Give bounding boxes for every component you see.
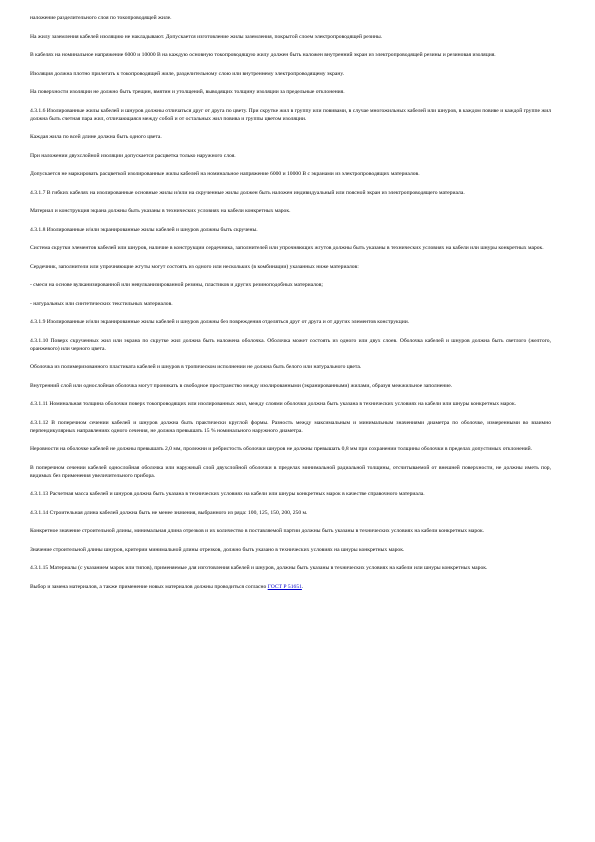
paragraph: Система скрутки элементов кабелей или шнуров, наличие в конструкции сердечника, заполнителей или упрочняющих жгутов должны быть указаны в технических условиях на кабели или шнуры конкретных марок. — [30, 245, 544, 251]
paragraph: - смеси на основе вулканизированной или невулканизированной резины, пластиков и других резиноподобных материалов; — [30, 282, 323, 288]
paragraph-final — [30, 583, 551, 591]
paragraph: На поверхности изоляции не должно быть трещин, вмятин и утолщений, выводящих толщину изоляции за предельные отклонения. — [30, 89, 345, 95]
paragraph: 4.3.1.6 Изолированные жилы кабелей и шнуров должны отличаться друг от друга по цвету. При скрутке жил в группу или повивами, в случае многожильных кабелей или шнуров, в каждом повиве и каждой группе жил должна быть счетная пара жил, отличающаяся между собой и от остальных жил повива и группы цветом изоляции. — [30, 107, 551, 122]
paragraph: 4.3.1.10 Поверх скрученных жил или экрана по скрутке жил должна быть наложена оболочка. Оболочка может состоять из одного или двух слоев. Оболочка кабелей и шнуров должна быть светлого (желтого, оранжевого) или черного цвета. — [30, 337, 551, 352]
paragraph: Неровности на оболочке кабелей не должны превышать 2,0 мм, пролежни и ребристость оболочки шнуров не должны превышать 0,8 мм при сохранении толщины оболочки в пределах допустимых отклонений. — [30, 446, 533, 452]
paragraph: В кабелях на номинальное напряжение 6000 и 10000 В на каждую основную токопроводящую жилу должен быть наложен внутренний экран из электропроводящей резины и резиновая изоляция. — [30, 52, 496, 58]
paragraph: 4.3.1.7 В гибких кабелях на изолированные основные жилы и/или на скрученные жилы должен быть наложен индивидуальный или поясной экран из электропроводящего материала. — [30, 189, 465, 196]
paragraph: Материал и конструкция экрана должны быть указаны в технических условиях на кабели конкретных марок. — [30, 208, 291, 214]
paragraph: 4.3.1.11 Номинальная толщина оболочки поверх токопроводящих или изолированных жил, между слоями оболочки должна быть указана в технических условиях на кабели или шнуры конкретных марок. — [30, 401, 517, 407]
paragraph: Оболочка из полимеризованного пластиката кабелей и шнуров в тропическом исполнении не должна быть белого или натурального цвета. — [30, 364, 362, 370]
paragraph: При наложении двухслойной изоляции допускается расцветка только наружного слоя. — [30, 152, 236, 159]
paragraph: Изоляция должна плотно прилегать к токопроводящей жиле, разделительному слою или внутреннему электропроводящему экрану. — [30, 70, 345, 77]
paragraph-text: Выбор и замена материалов, а также применение новых материалов должны проводиться согласно — [30, 583, 268, 590]
paragraph: Значение строительной длины шнуров, критерии минимальной длины отрезков, должно быть указано в технических условиях на шнуры конкретных марок. — [30, 546, 405, 553]
paragraph: Допускается не маркировать расцветкой изолированные жилы кабелей на номинальное напряжение 6000 и 10000 В с экранами из электропроводящих материалов. — [30, 171, 420, 177]
paragraph: Каждая жила по всей длине должна быть одного цвета. — [30, 134, 162, 140]
paragraph: Конкретное значение строительной длины, минимальная длина отрезков и их количество в поставляемой партии должны быть указаны в технических условиях на кабели конкретных марок. — [30, 528, 485, 534]
paragraph: Сердечник, заполнители или упрочняющие жгуты могут состоять из одного или нескольких (в комбинации) указанных ниже материалов: — [30, 263, 359, 270]
paragraph: - натуральных или синтетических текстильных материалов. — [30, 300, 173, 307]
paragraph: 4.3.1.9 Изолированные и/или экранированные жилы кабелей и шнуров должны без повреждения отделяться друг от друга и от других элементов конструкции. — [30, 319, 410, 325]
paragraph-end: . — [301, 583, 304, 590]
paragraph: 4.3.1.12 В поперечном сечении кабелей и шнуров должна быть практически круглой формы. Разность между максимальным и минимальным значениями диаметра по оболочке, измеренными во взаимно перпендикулярных направлениях одного сечения, не должна превышать 15 % номинального наружного диаметра. — [30, 419, 551, 434]
paragraph: В поперечном сечении кабелей однослойная оболочка или наружный слой двухслойной оболочки в пределах минимальной радиальной толщины, отсчитываемой от внешней поверхности, не должны иметь пор, видимых без применения увеличительного прибора. — [30, 464, 551, 479]
paragraph: 4.3.1.13 Расчетная масса кабелей и шнуров должна быть указана в технических условиях на кабели или шнуры конкретных марок в качестве справочного материала. — [30, 491, 425, 497]
paragraph: На жилу заземления кабелей изоляцию не накладывают. Допускается изготовление жилы заземления, покрытой слоем электропроводящей резины. — [30, 33, 383, 40]
paragraph: наложение разделительного слоя по токопроводящей жиле. — [30, 15, 172, 21]
paragraph: 4.3.1.14 Строительная длина кабелей должна быть не менее значения, выбранного из ряда: 100, 125, 150, 200, 250 м. — [30, 509, 308, 516]
paragraph: 4.3.1.15 Материалы (с указанием марок или типов), применяемые для изготовления кабелей и шнуров, должны быть указаны в технических условиях на кабели или шнуры конкретных марок. — [30, 565, 488, 571]
gost-link[interactable]: ГОСТ Р 51651 — [267, 583, 302, 590]
document-body — [30, 14, 551, 572]
paragraph: 4.3.1.8 Изолированные и/или экранированные жилы кабелей и шнуров должны быть скручены. — [30, 226, 258, 233]
paragraph: Внутренний слой или однослойная оболочка могут проникать в свободное пространство между изолированными (экранированными) жилами, образуя межжильное заполнение. — [30, 382, 453, 389]
